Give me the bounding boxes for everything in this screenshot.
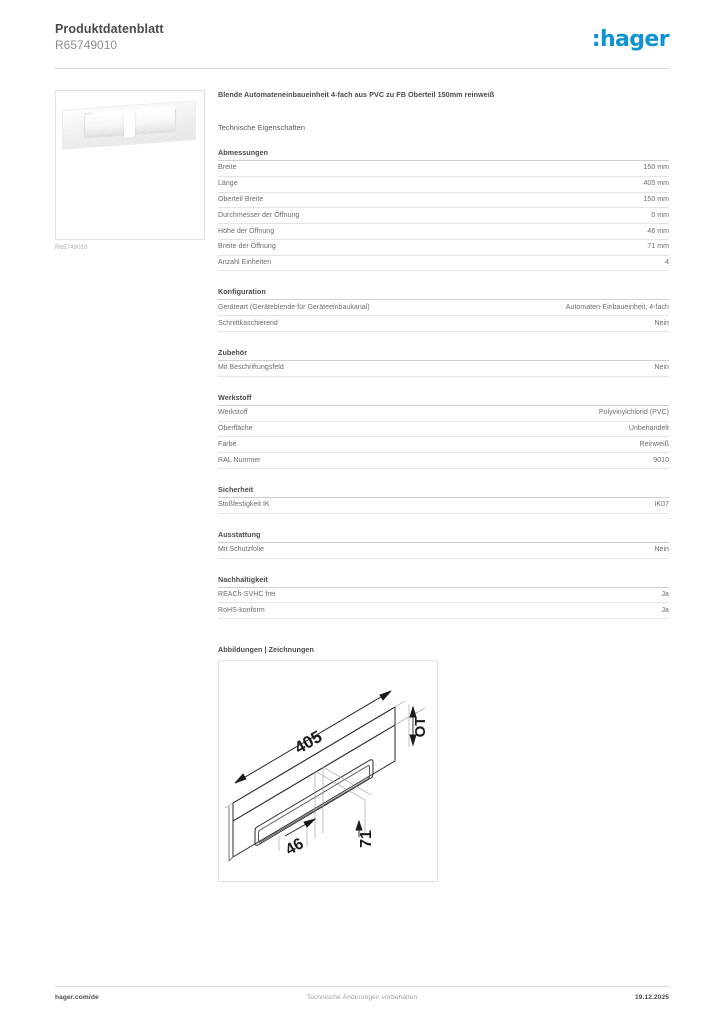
- spec-label: Mit Schutzfolie: [218, 546, 265, 554]
- spec-value: Polyvinylchlorid (PVC): [598, 409, 669, 417]
- spec-section-heading: Ausstattung: [218, 530, 669, 543]
- spec-label: Durchmesser der Öffnung: [218, 211, 300, 219]
- spec-row: [218, 256, 669, 272]
- spec-label: Schnittkaschierend: [218, 319, 278, 327]
- spec-row: [218, 177, 669, 193]
- dimension-label-46: 46: [282, 835, 307, 859]
- spec-value: Nein: [654, 546, 669, 554]
- dimension-label-405: 405: [291, 726, 326, 758]
- spec-section: [218, 348, 669, 377]
- spec-value: Ja: [661, 606, 669, 614]
- spec-section-heading: Abmessungen: [218, 148, 669, 161]
- product-image-box: [55, 90, 205, 240]
- spec-value: Unbehandelt: [628, 424, 669, 432]
- footer-divider: [55, 986, 669, 987]
- spec-row: [218, 453, 669, 469]
- spec-value: Reinweiß: [639, 440, 669, 448]
- header-divider: [55, 68, 669, 69]
- spec-section: [218, 485, 669, 514]
- spec-value: IK07: [654, 501, 669, 509]
- spec-section: [218, 530, 669, 559]
- page-footer: [55, 994, 669, 1008]
- spec-row: [218, 406, 669, 422]
- spec-row: [218, 208, 669, 224]
- drawings-section-title: Abbildungen | Zeichnungen: [218, 645, 314, 655]
- spec-value: 405 mm: [643, 180, 669, 188]
- hager-logo: :hager: [591, 27, 669, 52]
- spec-label: RAL Nummer: [218, 456, 261, 464]
- spec-row: [218, 437, 669, 453]
- spec-row: [218, 316, 669, 332]
- spec-label: Werkstoff: [218, 409, 248, 417]
- spec-label: Breite: [218, 164, 237, 172]
- spec-section-heading: Konfiguration: [218, 287, 669, 300]
- spec-row: [218, 543, 669, 559]
- spec-value: 150 mm: [643, 195, 669, 203]
- spec-label: RoHS-konform: [218, 606, 265, 614]
- spec-value: Ja: [661, 590, 669, 598]
- spec-value: 71 mm: [647, 243, 669, 251]
- spec-label: Stoßfestigkeit IK: [218, 501, 270, 509]
- spec-label: Farbe: [218, 440, 237, 448]
- specification-sections: [218, 148, 669, 619]
- spec-value: 0 mm: [651, 211, 669, 219]
- footer-date: 19.12.2025: [634, 994, 669, 1001]
- spec-value: 46 mm: [647, 227, 669, 235]
- spec-section-heading: Sicherheit: [218, 485, 669, 498]
- spec-label: Anzahl Einheiten: [218, 259, 272, 267]
- product-plate-illustration: [62, 99, 198, 151]
- product-name: Blende Automateneinbaueinheit 4-fach aus PVC zu FB Oberteil 150mm reinweiß: [218, 90, 495, 99]
- spec-row: [218, 361, 669, 377]
- spec-section-heading: Nachhaltigkeit: [218, 575, 669, 588]
- technical-drawing-svg: [219, 661, 437, 881]
- spec-section: [218, 393, 669, 469]
- spec-label: Höhe der Öffnung: [218, 227, 275, 235]
- page-subtitle-article-number: R65749010: [55, 38, 118, 52]
- spec-label: Länge: [218, 180, 238, 188]
- spec-label: REACh-SVHC frei: [218, 590, 276, 598]
- spec-label: Mit Beschriftungsfeld: [218, 364, 284, 372]
- spec-row: [218, 422, 669, 438]
- spec-section: [218, 575, 669, 620]
- spec-row: [218, 498, 669, 514]
- footer-disclaimer: Technische Änderungen vorbehalten: [306, 994, 418, 1001]
- spec-row: [218, 240, 669, 256]
- spec-label: Oberfläche: [218, 424, 253, 432]
- product-image-caption: R65749010: [55, 245, 88, 251]
- page-header: [55, 22, 669, 68]
- spec-row: [218, 193, 669, 209]
- spec-row: [218, 588, 669, 604]
- spec-section-heading: Zubehör: [218, 348, 669, 361]
- technical-properties-title: Technische Eigenschaften: [218, 123, 306, 132]
- spec-section-heading: Werkstoff: [218, 393, 669, 406]
- spec-section: [218, 287, 669, 332]
- spec-value: Automaten-Einbaueinheit, 4-fach: [565, 303, 669, 311]
- spec-value: Nein: [654, 364, 669, 372]
- spec-label: Geräteart (Geräteblende für Geräteeinbaukanal): [218, 303, 370, 311]
- spec-value: 9010: [653, 456, 669, 464]
- spec-value: 150 mm: [643, 164, 669, 172]
- spec-value: 4: [665, 259, 669, 267]
- dimension-label-71: 71: [358, 830, 375, 848]
- spec-section: [218, 148, 669, 271]
- dimension-label-OT: OT: [412, 716, 429, 738]
- spec-row: [218, 161, 669, 177]
- specifications-column: [218, 90, 669, 882]
- spec-label: Breite der Öffnung: [218, 243, 276, 251]
- technical-drawing-box: [218, 660, 438, 882]
- spec-value: Nein: [654, 319, 669, 327]
- spec-row: [218, 603, 669, 619]
- footer-website-link[interactable]: hager.com/de: [55, 994, 99, 1001]
- spec-row: [218, 224, 669, 240]
- page-title: Produktdatenblatt: [55, 22, 164, 36]
- spec-row: [218, 300, 669, 316]
- spec-label: Oberteil Breite: [218, 195, 264, 203]
